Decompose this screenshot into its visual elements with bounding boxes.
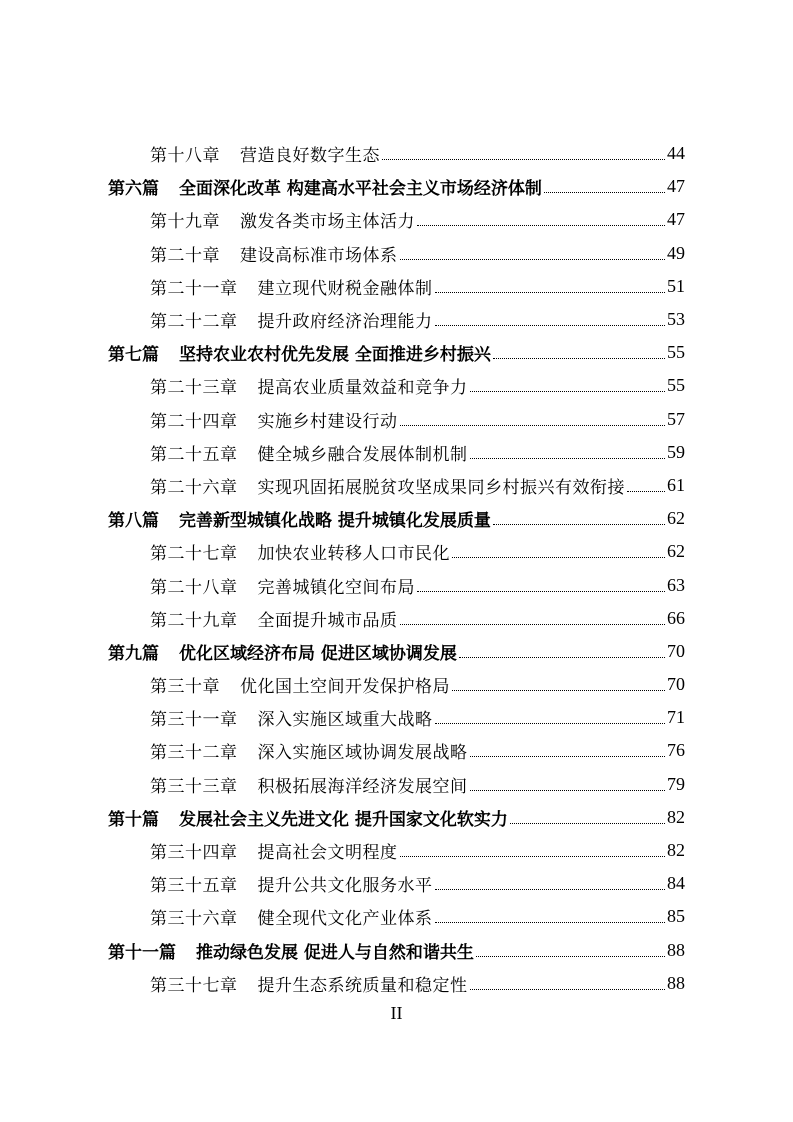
dot-leader: [470, 989, 666, 990]
toc-part-entry[interactable]: [108, 934, 685, 967]
toc-part-entry[interactable]: [108, 801, 685, 834]
toc-entry-number: 第六篇: [108, 179, 159, 200]
toc-chapter-entry[interactable]: [108, 900, 685, 933]
toc-chapter-entry[interactable]: [108, 137, 685, 170]
dot-leader: [459, 657, 665, 658]
toc-entry-title: 深入实施区域协调发展战略: [257, 743, 468, 764]
toc-entry-number: 第八篇: [108, 511, 159, 532]
toc-entry-page: 53: [667, 309, 685, 330]
dot-leader: [417, 225, 665, 226]
toc-entry-title: 健全城乡融合发展体制机制: [257, 444, 468, 465]
toc-entry-number: 第三十章: [150, 677, 220, 698]
toc-entry-title: 提升政府经济治理能力: [257, 312, 433, 333]
toc-entry-title: 坚持农业农村优先发展 全面推进乡村振兴: [179, 345, 491, 366]
toc-entry-title: 实施乡村建设行动: [257, 411, 398, 432]
dot-leader: [510, 823, 665, 824]
toc-entry-title: 发展社会主义先进文化 提升国家文化软实力: [179, 809, 508, 830]
toc-chapter-entry[interactable]: [108, 602, 685, 635]
toc-entry-page: 66: [667, 607, 685, 628]
toc-entry-page: 57: [667, 408, 685, 429]
toc-entry-number: 第二十九章: [150, 610, 238, 631]
toc-entry-number: 第三十三章: [150, 776, 238, 797]
toc-entry-title: 优化区域经济布局 促进区域协调发展: [179, 643, 457, 664]
dot-leader: [544, 192, 665, 193]
toc-entry-title: 健全现代文化产业体系: [257, 909, 433, 930]
toc-entry-page: 62: [667, 508, 685, 529]
toc-entry-page: 55: [667, 375, 685, 396]
toc-entry-page: 61: [667, 474, 685, 495]
toc-entry-title: 深入实施区域重大战略: [257, 710, 433, 731]
toc-entry-page: 71: [667, 707, 685, 728]
toc-entry-title: 完善新型城镇化战略 提升城镇化发展质量: [179, 511, 491, 532]
toc-entry-title: 完善城镇化空间布局: [257, 577, 415, 598]
toc-entry-number: 第三十二章: [150, 743, 238, 764]
toc-entry-number: 第二十一章: [150, 278, 238, 299]
dot-leader: [470, 756, 666, 757]
toc-entry-title: 提升公共文化服务水平: [257, 876, 433, 897]
toc-entry-page: 47: [667, 209, 685, 230]
dot-leader: [382, 159, 665, 160]
toc-entry-number: 第十篇: [108, 809, 159, 830]
toc-entry-title: 推动绿色发展 促进人与自然和谐共生: [196, 942, 474, 963]
toc-entry-number: 第十一篇: [108, 942, 176, 963]
toc-entry-number: 第九篇: [108, 643, 159, 664]
toc-entry-title: 积极拓展海洋经济发展空间: [257, 776, 468, 797]
toc-entry-page: 70: [667, 640, 685, 661]
toc-entry-page: 76: [667, 740, 685, 761]
toc-entry-page: 49: [667, 242, 685, 263]
toc-entry-number: 第三十四章: [150, 843, 238, 864]
toc-entry-title: 实现巩固拓展脱贫攻坚成果同乡村振兴有效衔接: [257, 477, 625, 498]
dot-leader: [435, 723, 666, 724]
toc-entry-number: 第三十六章: [150, 909, 238, 930]
toc-chapter-entry[interactable]: [108, 303, 685, 336]
toc-chapter-entry[interactable]: [108, 535, 685, 568]
toc-entry-page: 84: [667, 873, 685, 894]
toc-entry-page: 82: [667, 840, 685, 861]
toc-entry-title: 提高社会文明程度: [257, 843, 398, 864]
toc-entry-page: 85: [667, 906, 685, 927]
dot-leader: [400, 856, 666, 857]
toc-chapter-entry[interactable]: [108, 369, 685, 402]
dot-leader: [452, 690, 665, 691]
toc-entry-page: 82: [667, 806, 685, 827]
toc-chapter-entry[interactable]: [108, 701, 685, 734]
toc-entry-title: 全面深化改革 构建高水平社会主义市场经济体制: [179, 179, 542, 200]
toc-chapter-entry[interactable]: [108, 668, 685, 701]
toc-entry-page: 51: [667, 275, 685, 296]
toc-entry-number: 第三十七章: [150, 975, 238, 996]
toc-chapter-entry[interactable]: [108, 568, 685, 601]
dot-leader: [435, 292, 666, 293]
table-of-contents: [108, 137, 685, 1000]
toc-entry-number: 第二十章: [150, 245, 220, 266]
toc-entry-number: 第二十五章: [150, 444, 238, 465]
toc-part-entry[interactable]: [108, 170, 685, 203]
dot-leader: [435, 922, 666, 923]
toc-entry-number: 第十八章: [150, 146, 220, 167]
toc-chapter-entry[interactable]: [108, 967, 685, 1000]
dot-leader: [493, 524, 665, 525]
toc-entry-page: 63: [667, 574, 685, 595]
toc-chapter-entry[interactable]: [108, 867, 685, 900]
toc-chapter-entry[interactable]: [108, 734, 685, 767]
toc-entry-title: 激发各类市场主体活力: [240, 212, 415, 233]
toc-entry-title: 优化国土空间开发保护格局: [240, 677, 450, 698]
toc-entry-page: 59: [667, 441, 685, 462]
toc-entry-page: 62: [667, 541, 685, 562]
toc-entry-number: 第二十二章: [150, 312, 238, 333]
toc-entry-number: 第三十一章: [150, 710, 238, 731]
dot-leader: [435, 889, 666, 890]
toc-chapter-entry[interactable]: [108, 403, 685, 436]
toc-chapter-entry[interactable]: [108, 237, 685, 270]
toc-entry-page: 70: [667, 674, 685, 695]
toc-entry-page: 55: [667, 342, 685, 363]
toc-entry-number: 第二十四章: [150, 411, 238, 432]
toc-entry-page: 88: [667, 972, 685, 993]
toc-entry-page: 88: [667, 939, 685, 960]
toc-chapter-entry[interactable]: [108, 834, 685, 867]
toc-entry-number: 第二十三章: [150, 378, 238, 399]
toc-chapter-entry[interactable]: [108, 270, 685, 303]
dot-leader: [627, 491, 665, 492]
dot-leader: [452, 557, 665, 558]
toc-entry-title: 建立现代财税金融体制: [257, 278, 433, 299]
toc-part-entry[interactable]: [108, 635, 685, 668]
dot-leader: [470, 391, 666, 392]
toc-entry-page: 44: [667, 143, 685, 164]
toc-entry-page: 79: [667, 773, 685, 794]
dot-leader: [476, 956, 665, 957]
dot-leader: [470, 458, 666, 459]
dot-leader: [400, 259, 666, 260]
toc-entry-title: 提高农业质量效益和竞争力: [257, 378, 468, 399]
dot-leader: [435, 325, 666, 326]
toc-entry-number: 第三十五章: [150, 876, 238, 897]
page-number-footer: II: [390, 1003, 403, 1023]
toc-entry-page: 47: [667, 176, 685, 197]
toc-entry-title: 建设高标准市场体系: [240, 245, 398, 266]
toc-entry-number: 第十九章: [150, 212, 220, 233]
toc-chapter-entry[interactable]: [108, 768, 685, 801]
dot-leader: [400, 624, 666, 625]
toc-chapter-entry[interactable]: [108, 436, 685, 469]
toc-chapter-entry[interactable]: [108, 203, 685, 236]
toc-entry-title: 加快农业转移人口市民化: [257, 544, 450, 565]
dot-leader: [417, 591, 665, 592]
toc-entry-number: 第七篇: [108, 345, 159, 366]
toc-entry-number: 第二十七章: [150, 544, 238, 565]
dot-leader: [400, 425, 666, 426]
dot-leader: [493, 358, 665, 359]
dot-leader: [470, 790, 666, 791]
toc-part-entry[interactable]: [108, 502, 685, 535]
toc-entry-title: 营造良好数字生态: [240, 146, 380, 167]
toc-entry-number: 第二十六章: [150, 477, 238, 498]
toc-part-entry[interactable]: [108, 336, 685, 369]
toc-chapter-entry[interactable]: [108, 469, 685, 502]
toc-entry-number: 第二十八章: [150, 577, 238, 598]
toc-entry-title: 全面提升城市品质: [257, 610, 398, 631]
toc-entry-title: 提升生态系统质量和稳定性: [257, 975, 468, 996]
